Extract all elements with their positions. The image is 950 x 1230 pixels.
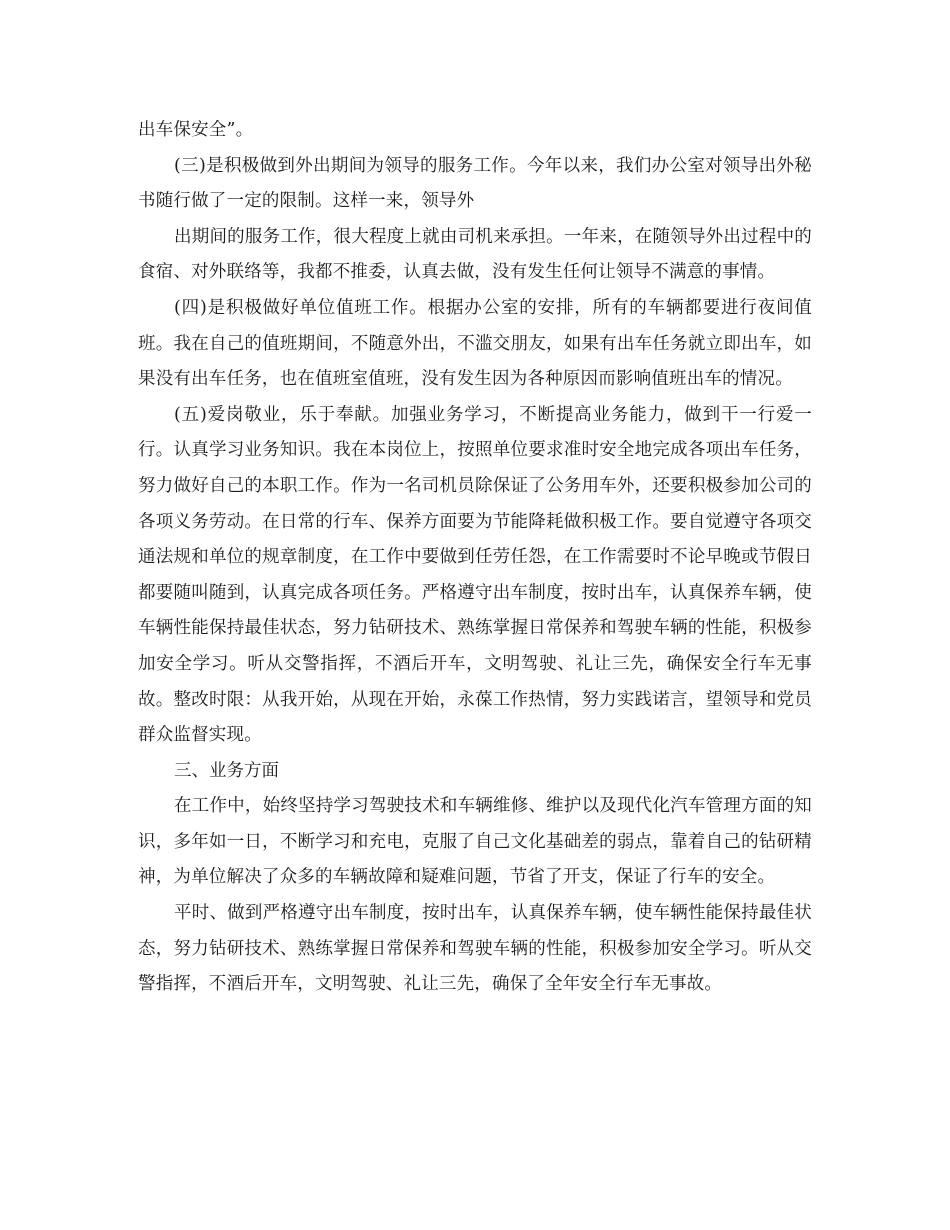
paragraph-business-2: 平时、做到严格遵守出车制度，按时出车，认真保养车辆，使车辆性能保持最佳状态，努力钻研技术、熟练掌握日常保养和驾驶车辆的性能，积极参加安全学习。听从交警指挥，不酒后开车，文明驾驶、礼让三先，确保了全年安全行车无事故。 [138, 903, 812, 995]
paragraph-item-3-continued: 出期间的服务工作，很大程度上就由司机来承担。一年来，在随领导外出过程中的食宿、对外联络等，我都不推委，认真去做，没有发生任何让领导不满意的事情。 [138, 226, 812, 283]
paragraph-item-3: (三)是积极做到外出期间为领导的服务工作。今年以来，我们办公室对领导出外秘书随行做了一定的限制。这样一来，领导外 [138, 155, 812, 212]
paragraph-item-4: (四)是积极做好单位值班工作。根据办公室的安排，所有的车辆都要进行夜间值班。我在自己的值班期间，不随意外出，不滥交朋友，如果有出车任务就立即出车，如果没有出车任务，也在值班室值班，没有发生因为各种原因而影响值班出车的情况。 [138, 297, 812, 390]
document-body [138, 113, 812, 1003]
paragraph-continuation: 出车保安全”。 [138, 120, 254, 140]
paragraph-business-1: 在工作中，始终坚持学习驾驶技术和车辆维修、维护以及现代化汽车管理方面的知识，多年如一日，不断学习和充电，克服了自己文化基础差的弱点，靠着自己的钻研精神，为单位解决了众多的车辆故障和疑难问题，节省了开支，保证了行车的安全。 [138, 796, 812, 888]
paragraph-item-5: (五)爱岗敬业，乐于奉献。加强业务学习，不断提高业务能力，做到干一行爱一行。认真学习业务知识。我在本岗位上，按照单位要求准时安全地完成各项出车任务，努力做好自己的本职工作。作为一名司机员除保证了公务用车外，还要积极参加公司的各项义务劳动。在日常的行车、保养方面要为节能降耗做积极工作。要自觉遵守各项交通法规和单位的规章制度，在工作中要做到任劳任怨，在工作需要时不论早晚或节假日都要随叫随到，认真完成各项任务。严格遵守出车制度，按时出车，认真保养车辆，使车辆性能保持最佳状态，努力钻研技术、熟练掌握日常保养和驾驶车辆的性能，积极参加安全学习。听从交警指挥，不酒后开车，文明驾驶、礼让三先，确保安全行车无事故。整改时限：从我开始，从现在开始，永葆工作热情，努力实践诺言，望领导和党员群众监督实现。 [138, 404, 812, 746]
section-heading-business: 三、业务方面 [174, 760, 279, 781]
